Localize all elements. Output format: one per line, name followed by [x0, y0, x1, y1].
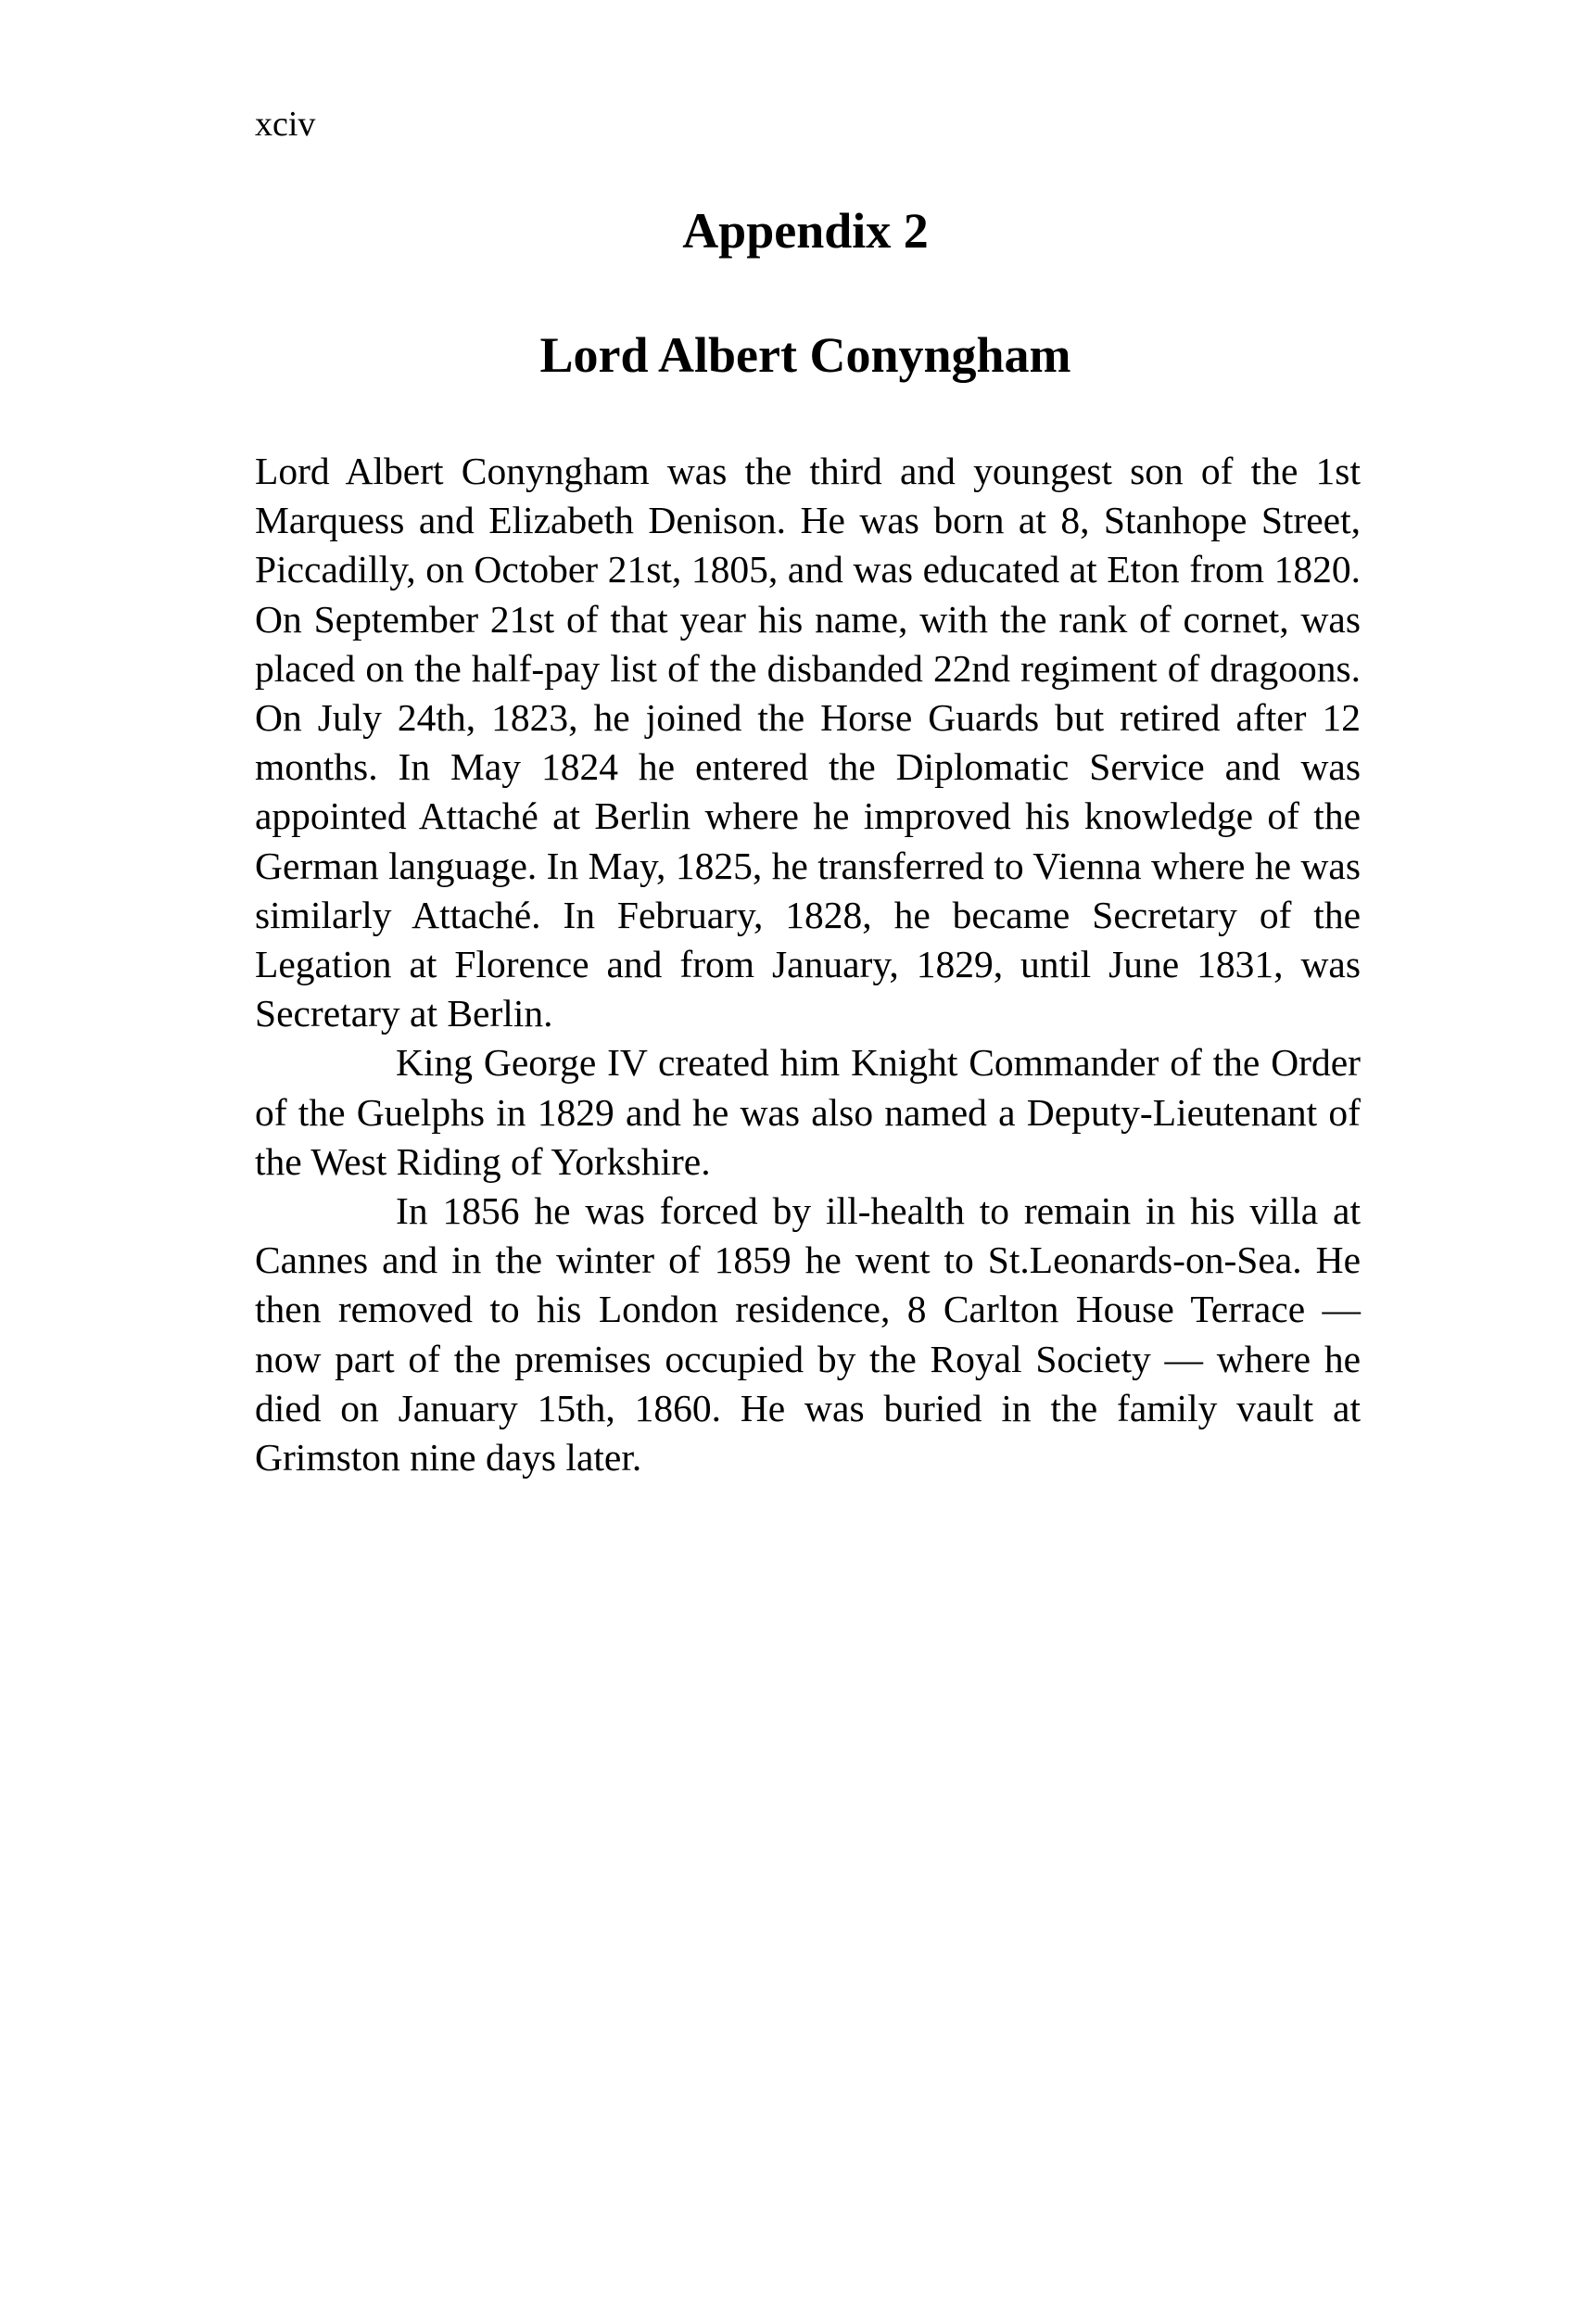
paragraph-2: King George IV created him Knight Commander of the Order of the Guelphs in 1829 and he was also named a Deputy-Lieutenant of the West Riding of Yorkshire.: [255, 1041, 1361, 1183]
body-text: [255, 447, 1361, 1482]
page-number: xciv: [255, 105, 316, 144]
chapter-title: Lord Albert Conyngham: [539, 327, 1071, 383]
paragraph-3: In 1856 he was forced by ill-health to remain in his villa at Cannes and in the winter of 1859 he went to St.Leonards-on-Sea. He then removed to his London residence, 8 Carlton House Terrace — now part of the premises occupied by the Royal Society — where he died on January 15th, 1860. He was buried in the family vault at Grimston nine days later.: [255, 1189, 1361, 1480]
appendix-title: Appendix 2: [682, 203, 929, 259]
paragraph-1: Lord Albert Conyngham was the third and youngest son of the 1st Marquess and Elizabeth Denison. He was born at 8, Stanhope Street, Piccadilly, on October 21st, 1805, and was educated at Eton from 1820. On September 21st of that year his name, with the rank of cornet, was placed on the half-pay list of the disbanded 22nd regiment of dragoons. On July 24th, 1823, he joined the Horse Guards but retired after 12 months. In May 1824 he entered the Diplomatic Service and was appointed Attaché at Berlin where he improved his knowledge of the German language. In May, 1825, he transferred to Vienna where he was similarly Attaché. In February, 1828, he became Secretary of the Legation at Florence and from January, 1829, until June 1831, was Secretary at Berlin.: [255, 450, 1361, 1035]
